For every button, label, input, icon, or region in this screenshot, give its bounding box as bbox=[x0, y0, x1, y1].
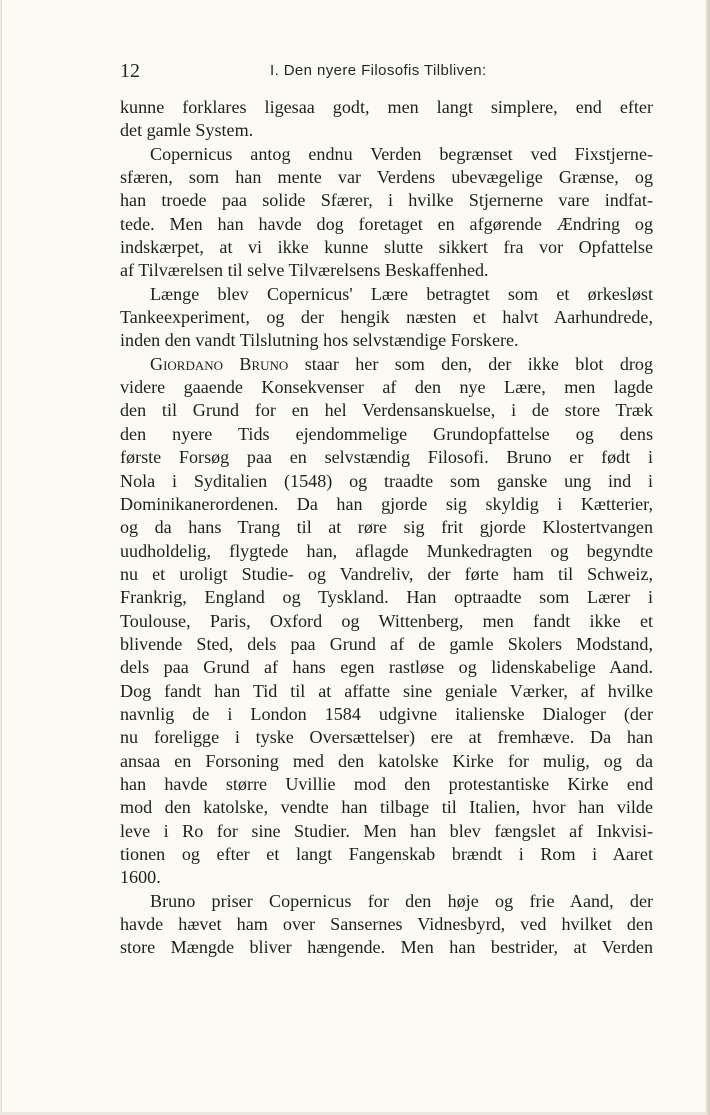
text-line: Dog fandt han Tid til at affatte sine geniale Værker, af hvilke bbox=[120, 680, 653, 701]
text-line: kunne forklares ligesaa godt, men langt simplere, end efter bbox=[120, 97, 653, 117]
text-line: det gamle System. bbox=[120, 120, 254, 141]
text-line: 1600. bbox=[120, 867, 161, 888]
text-line: leve i Ro for sine Studier. Men han blev fængslet af Inkvisi- bbox=[120, 820, 653, 841]
text-line: tede. Men han havde dog foretaget en afgørende Ændring og bbox=[120, 213, 653, 234]
text-line: dels paa Grund af hans egen rastløse og lidenskabelige Aand. bbox=[120, 657, 653, 678]
text-line bbox=[120, 353, 653, 376]
text-line: han troede paa solide Sfærer, i hvilke Stjernerne vare indfat- bbox=[120, 190, 653, 211]
text-line: inden den vandt Tilslutning hos selvstændige Forskere. bbox=[120, 330, 519, 351]
scan-edge bbox=[706, 0, 710, 1115]
text-line: Frankrig, England og Tyskland. Han optraadte som Lærer i bbox=[120, 587, 653, 608]
text-line: første Forsøg paa en selvstændig Filosofi. Bruno er født i bbox=[120, 447, 653, 468]
text-line: Copernicus antog endnu Verden begrænset ved Fixstjerne- bbox=[150, 143, 653, 164]
text-line: indskærpet, at vi ikke kunne slutte sikkert fra vor Opfattelse bbox=[120, 237, 653, 258]
running-head: I. Den nyere Filosofis Tilbliven: bbox=[270, 62, 487, 79]
text-line: Toulouse, Paris, Oxford og Wittenberg, men fandt ikke et bbox=[120, 610, 653, 631]
text-line: uudholdelig, flygtede han, aflagde Munkedragten og begyndte bbox=[120, 540, 653, 561]
text-line: nu et uroligt Studie- og Vandreliv, der førte ham til Schweiz, bbox=[120, 563, 653, 584]
text-line: blivende Sted, dels paa Grund af de gamle Skolers Modstand, bbox=[120, 633, 653, 654]
text-line: af Tilværelsen til selve Tilværelsens Beskaffenhed. bbox=[120, 260, 489, 281]
text-line: mod den katolske, vendte han tilbage til Italien, hvor han vilde bbox=[120, 797, 653, 818]
text-line: tionen og efter et langt Fangenskab brændt i Rom i Aaret bbox=[120, 844, 653, 864]
page-number: 12 bbox=[120, 60, 140, 82]
text-line: den til Grund for en hel Verdensanskuelse, i de store Træk bbox=[120, 400, 653, 421]
text-line: ansaa en Forsoning med den katolske Kirke for mulig, og da bbox=[120, 750, 653, 771]
text-line: Dominikanerordenen. Da han gjorde sig skyldig i Kætterier, bbox=[120, 493, 653, 514]
text-line: havde hævet ham over Sansernes Vidnesbyrd, ved hvilket den bbox=[120, 914, 653, 935]
text-line: Tankeexperiment, og der hengik næsten et halvt Aarhundrede, bbox=[120, 307, 653, 328]
text-line: videre gaaende Konsekvenser af den nye Lære, men lagde bbox=[120, 377, 653, 398]
text-line: nu foreligge i tyske Oversættelser) ere at fremhæve. Da han bbox=[120, 727, 653, 748]
body-text bbox=[120, 96, 653, 960]
text-line: Længe blev Copernicus' Lære betragtet som et ørkesløst bbox=[150, 283, 653, 304]
text-line: store Mængde bliver hængende. Men han bestrider, at Verden bbox=[120, 937, 653, 958]
text-line: Bruno priser Copernicus for den høje og frie Aand, der bbox=[150, 890, 653, 911]
name-giordano: Giordano bbox=[150, 353, 224, 374]
text-line: og da hans Trang til at røre sig frit gjorde Klostertvangen bbox=[120, 517, 653, 538]
name-bruno: Bruno bbox=[239, 353, 289, 374]
text-line: sfæren, som han mente var Verdens ubevægelige Grænse, og bbox=[120, 167, 653, 188]
text-line: Nola i Syditalien (1548) og traadte som ganske ung ind i bbox=[120, 470, 653, 491]
text-line-rest: staar her som den, der ikke blot drog bbox=[304, 353, 653, 374]
text-line: navnlig de i London 1584 udgivne italienske Dialoger (der bbox=[120, 703, 653, 724]
page-header bbox=[120, 58, 652, 84]
text-line: den nyere Tids ejendommelige Grundopfattelse og dens bbox=[120, 423, 653, 444]
text-line: han havde større Uvillie mod den protestantiske Kirke end bbox=[120, 773, 653, 794]
book-page bbox=[2, 0, 706, 1112]
